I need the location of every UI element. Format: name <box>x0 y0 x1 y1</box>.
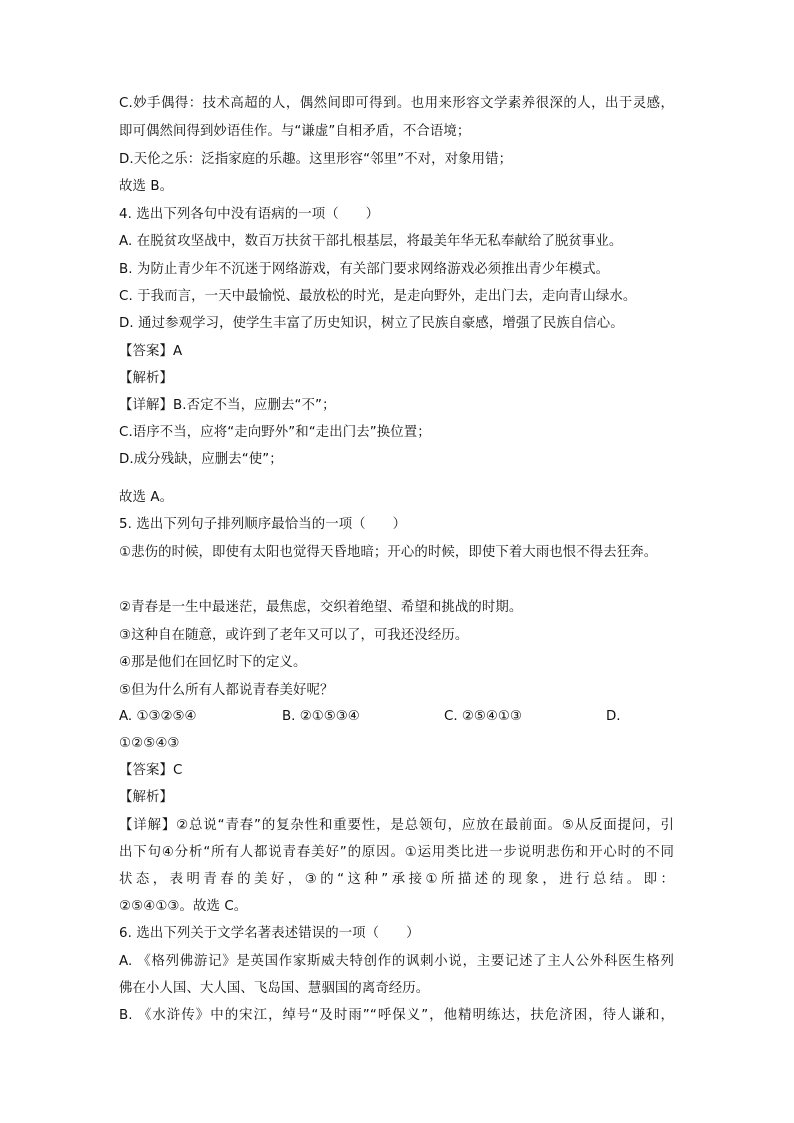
question-5-option-a: A. ①③②⑤④ <box>119 709 197 724</box>
analysis-label: 【解析】 <box>119 371 173 386</box>
question-4-option-d: D. 通过参观学习，使学生丰富了历史知识，树立了民族自豪感，增强了民族自信心。 <box>119 316 624 331</box>
question-4-option-b: B. 为防止青少年不沉迷于网络游戏，有关部门要求网络游戏必须推出青少年模式。 <box>119 262 610 277</box>
question-6-stem: 6. 选出下列关于文学名著表述错误的一项（ ） <box>119 926 420 941</box>
detail-text: 【详解】B.否定不当，应删去“不”； <box>119 398 336 413</box>
question-5-option-c: C. ②⑤④①③ <box>444 709 522 724</box>
text-line: 故选 A。 <box>119 490 174 505</box>
detail-text: 状态，表明青春的美好，③的“这种”承接①所描述的现象，进行总结。即： <box>119 872 674 887</box>
sentence-4: ④那是他们在回忆时下的定义。 <box>119 655 307 670</box>
text-line: D.天伦之乐：泛指家庭的乐趣。这里形容“邻里”不对，对象用错； <box>119 152 513 167</box>
question-6-option-a: A. 《格列佛游记》是英国作家斯威夫特创作的讽刺小说，主要记述了主人公外科医生格列 <box>119 954 674 969</box>
sentence-5: ⑤但为什么所有人都说青春美好呢？ <box>119 683 334 698</box>
sentence-1: ①悲伤的时候，即使有太阳也觉得天昏地暗；开心的时候，即使下着大雨也恨不得去狂奔。 <box>119 545 658 560</box>
question-4-option-a: A. 在脱贫攻坚战中，数百万扶贫干部扎根基层，将最美年华无私奉献给了脱贫事业。 <box>119 234 623 249</box>
text-line: 即可偶然间得到妙语佳作。与“谦虚”自相矛盾，不合语境； <box>119 124 471 139</box>
analysis-label: 【解析】 <box>119 790 173 805</box>
question-4-stem: 4. 选出下列各句中没有语病的一项（ ） <box>119 207 380 222</box>
detail-text: 出下句④分析“所有人都说青春美好”的原因。①运用类比进一步说明悲伤和开心时的不同 <box>119 845 674 860</box>
question-5-option-d: D. <box>606 709 621 724</box>
text-line: C.妙手偶得：技术高超的人，偶然间即可得到。也用来形容文学素养很深的人，出于灵感， <box>119 96 674 111</box>
detail-text: D.成分残缺，应删去“使”； <box>119 452 283 467</box>
detail-text: ②⑤④①③。故选 C。 <box>119 899 248 914</box>
question-5-stem: 5. 选出下列句子排列顺序最恰当的一项（ ） <box>119 517 407 532</box>
sentence-2: ②青春是一生中最迷茫，最焦虑，交织着绝望、希望和挑战的时期。 <box>119 600 523 615</box>
question-6-option-b: B. 《水浒传》中的宋江，绰号“及时雨”“呼保义”，他精明练达，扶危济困，待人谦和， <box>119 1008 674 1023</box>
answer-label: 【答案】A <box>119 344 183 359</box>
answer-label: 【答案】C <box>119 763 183 778</box>
question-5-option-d-value: ①②⑤④③ <box>119 736 180 751</box>
question-5-option-b: B. ②①⑤③④ <box>282 709 360 724</box>
detail-text: C.语序不当，应将“走向野外”和“走出门去”换位置； <box>119 425 431 440</box>
detail-text: 【详解】②总说“青春”的复杂性和重要性，是总领句，应放在最前面。⑤从反面提问，引 <box>119 818 674 833</box>
question-4-option-c: C. 于我而言，一天中最愉悦、最放松的时光，是走向野外，走出门去，走向青山绿水。 <box>119 289 637 304</box>
sentence-3: ③这种自在随意，或许到了老年又可以了，可我还没经历。 <box>119 628 469 643</box>
question-6-option-a-cont: 佛在小人国、大人国、飞岛国、慧骃国的离奇经历。 <box>119 981 430 996</box>
text-line: 故选 B。 <box>119 179 174 194</box>
